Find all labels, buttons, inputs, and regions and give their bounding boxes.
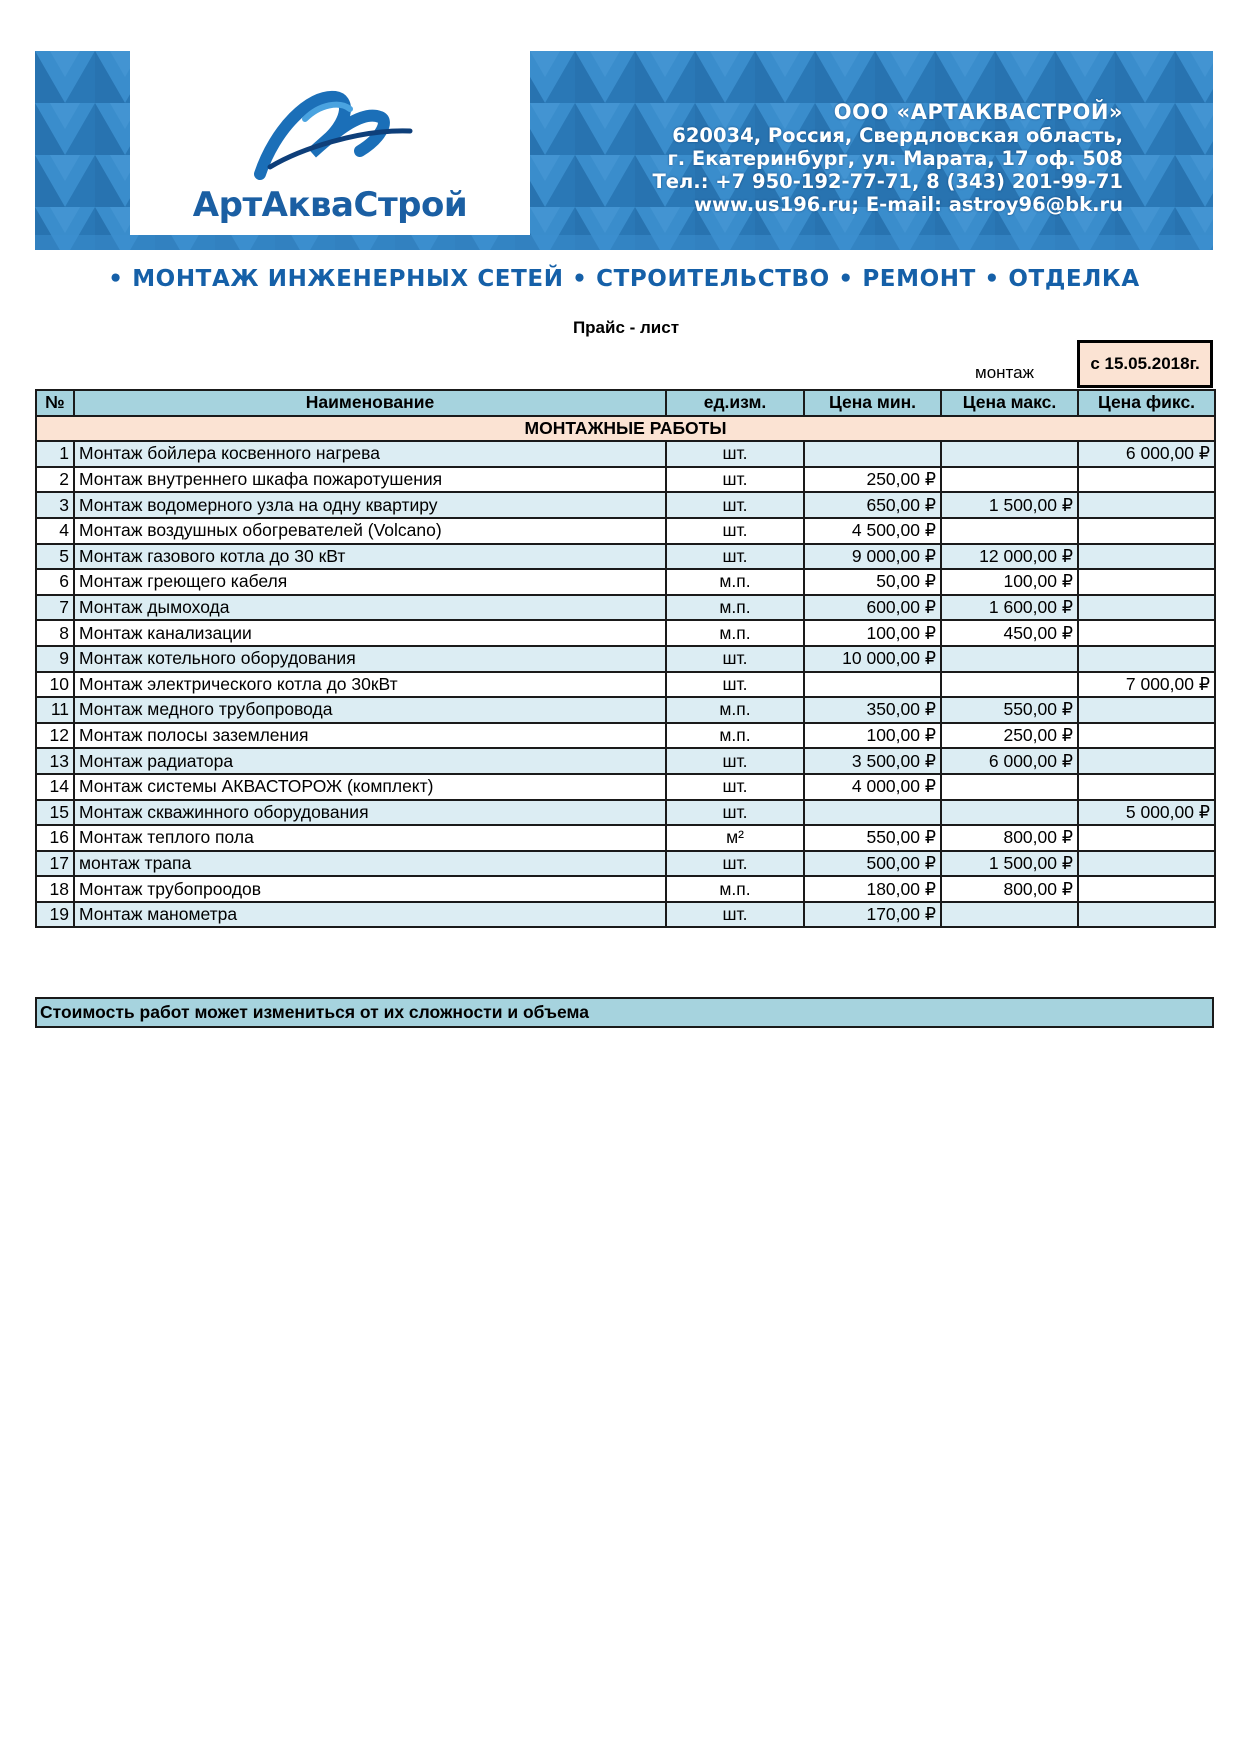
cell-name: Монтаж полосы заземления xyxy=(74,723,666,749)
address-line-2: г. Екатеринбург, ул. Марата, 17 оф. 508 xyxy=(667,147,1123,170)
company-info xyxy=(653,101,1124,216)
cell-number: 3 xyxy=(36,492,74,518)
cell-price-min: 9 000,00 ₽ xyxy=(804,544,941,570)
col-header-unit: ед.изм. xyxy=(666,390,804,416)
cell-unit: м.п. xyxy=(666,723,804,749)
cell-unit: шт. xyxy=(666,441,804,467)
table-row xyxy=(36,774,1215,800)
company-name: ООО «АРТАКВАСТРОЙ» xyxy=(833,100,1123,124)
cell-unit: м.п. xyxy=(666,595,804,621)
cell-price-max: 1 500,00 ₽ xyxy=(941,492,1078,518)
table-row xyxy=(36,646,1215,672)
col-header-number: № xyxy=(36,390,74,416)
cell-unit: шт. xyxy=(666,544,804,570)
table-row xyxy=(36,492,1215,518)
cell-unit: шт. xyxy=(666,774,804,800)
table-row xyxy=(36,441,1215,467)
cell-price-min: 550,00 ₽ xyxy=(804,825,941,851)
table-row xyxy=(36,467,1215,493)
header-banner xyxy=(35,51,1213,250)
cell-price-fix xyxy=(1078,902,1215,928)
cell-name: Монтаж воздушных обогревателей (Volcano) xyxy=(74,518,666,544)
cell-unit: м.п. xyxy=(666,569,804,595)
cell-name: Монтаж котельного оборудования xyxy=(74,646,666,672)
cell-name: Монтаж дымохода xyxy=(74,595,666,621)
cell-price-max xyxy=(941,467,1078,493)
cell-name: Монтаж манометра xyxy=(74,902,666,928)
cell-name: Монтаж трубопроодов xyxy=(74,876,666,902)
category-label: монтаж xyxy=(975,363,1034,382)
cell-unit: шт. xyxy=(666,800,804,826)
cell-price-fix xyxy=(1078,723,1215,749)
cell-name: Монтаж греющего кабеля xyxy=(74,569,666,595)
cell-number: 1 xyxy=(36,441,74,467)
cell-price-fix xyxy=(1078,492,1215,518)
cell-price-fix xyxy=(1078,518,1215,544)
cell-name: монтаж трапа xyxy=(74,851,666,877)
cell-price-max xyxy=(941,902,1078,928)
cell-price-max xyxy=(941,774,1078,800)
cell-price-max: 6 000,00 ₽ xyxy=(941,748,1078,774)
table-row xyxy=(36,748,1215,774)
phone-line: Тел.: +7 950-192-77-71, 8 (343) 201-99-71 xyxy=(652,170,1123,193)
cell-number: 19 xyxy=(36,902,74,928)
cell-price-fix xyxy=(1078,825,1215,851)
cell-price-min: 100,00 ₽ xyxy=(804,723,941,749)
table-row xyxy=(36,672,1215,698)
cell-price-max xyxy=(941,672,1078,698)
cell-price-fix: 5 000,00 ₽ xyxy=(1078,800,1215,826)
table-row xyxy=(36,825,1215,851)
cell-name: Монтаж скважинного оборудования xyxy=(74,800,666,826)
cell-price-min: 4 000,00 ₽ xyxy=(804,774,941,800)
table-row xyxy=(36,723,1215,749)
date-badge: с 15.05.2018г. xyxy=(1077,340,1213,388)
section-title: МОНТАЖНЫЕ РАБОТЫ xyxy=(36,416,1215,442)
cell-price-min: 10 000,00 ₽ xyxy=(804,646,941,672)
col-header-price-max: Цена макс. xyxy=(941,390,1078,416)
cell-number: 15 xyxy=(36,800,74,826)
cell-price-min: 3 500,00 ₽ xyxy=(804,748,941,774)
cell-price-max: 100,00 ₽ xyxy=(941,569,1078,595)
table-row xyxy=(36,800,1215,826)
cell-price-fix xyxy=(1078,774,1215,800)
cell-price-max xyxy=(941,646,1078,672)
cell-price-fix xyxy=(1078,467,1215,493)
cell-price-fix xyxy=(1078,851,1215,877)
cell-price-fix xyxy=(1078,697,1215,723)
table-row xyxy=(36,518,1215,544)
cell-name: Монтаж газового котла до 30 кВт xyxy=(74,544,666,570)
cell-unit: м.п. xyxy=(666,697,804,723)
cell-price-min: 4 500,00 ₽ xyxy=(804,518,941,544)
cell-unit: шт. xyxy=(666,902,804,928)
table-row xyxy=(36,851,1215,877)
cell-unit: шт. xyxy=(666,672,804,698)
cell-unit: шт. xyxy=(666,646,804,672)
cell-number: 5 xyxy=(36,544,74,570)
cell-price-max: 800,00 ₽ xyxy=(941,825,1078,851)
cell-number: 13 xyxy=(36,748,74,774)
table-row xyxy=(36,569,1215,595)
cell-unit: шт. xyxy=(666,851,804,877)
col-header-price-fix: Цена фикс. xyxy=(1078,390,1215,416)
cell-number: 17 xyxy=(36,851,74,877)
cell-price-min: 100,00 ₽ xyxy=(804,620,941,646)
cell-price-min xyxy=(804,441,941,467)
web-line: www.us196.ru; E-mail: astroy96@bk.ru xyxy=(693,193,1123,216)
cell-price-max: 450,00 ₽ xyxy=(941,620,1078,646)
table-row xyxy=(36,620,1215,646)
footer-note: Стоимость работ может измениться от их сложности и объема xyxy=(35,997,1214,1028)
logo-text: АртАкваСтрой xyxy=(192,185,468,225)
cell-price-max: 12 000,00 ₽ xyxy=(941,544,1078,570)
cell-price-max: 1 500,00 ₽ xyxy=(941,851,1078,877)
cell-price-fix: 7 000,00 ₽ xyxy=(1078,672,1215,698)
table-row xyxy=(36,697,1215,723)
cell-unit: шт. xyxy=(666,492,804,518)
cell-price-min xyxy=(804,672,941,698)
cell-unit: шт. xyxy=(666,748,804,774)
cell-number: 10 xyxy=(36,672,74,698)
address-line-1: 620034, Россия, Свердловская область, xyxy=(672,124,1123,147)
cell-unit: м² xyxy=(666,825,804,851)
cell-number: 18 xyxy=(36,876,74,902)
table-row xyxy=(36,544,1215,570)
cell-price-fix xyxy=(1078,748,1215,774)
cell-price-max xyxy=(941,441,1078,467)
cell-price-fix xyxy=(1078,876,1215,902)
cell-price-max: 800,00 ₽ xyxy=(941,876,1078,902)
table-row xyxy=(36,902,1215,928)
logo-icon xyxy=(240,89,420,184)
cell-price-max: 550,00 ₽ xyxy=(941,697,1078,723)
cell-price-max xyxy=(941,518,1078,544)
col-header-name: Наименование xyxy=(74,390,666,416)
cell-number: 16 xyxy=(36,825,74,851)
cell-price-min: 500,00 ₽ xyxy=(804,851,941,877)
cell-name: Монтаж системы АКВАСТОРОЖ (комплект) xyxy=(74,774,666,800)
cell-name: Монтаж внутреннего шкафа пожаротушения xyxy=(74,467,666,493)
page-title: Прайс - лист xyxy=(572,318,680,337)
cell-name: Монтаж бойлера косвенного нагрева xyxy=(74,441,666,467)
cell-price-min: 650,00 ₽ xyxy=(804,492,941,518)
cell-price-max: 1 600,00 ₽ xyxy=(941,595,1078,621)
table-header-row xyxy=(36,390,1215,416)
cell-name: Монтаж медного трубопровода xyxy=(74,697,666,723)
cell-unit: м.п. xyxy=(666,620,804,646)
cell-price-max xyxy=(941,800,1078,826)
table-row xyxy=(36,876,1215,902)
cell-price-min xyxy=(804,800,941,826)
cell-unit: шт. xyxy=(666,467,804,493)
cell-price-fix xyxy=(1078,620,1215,646)
cell-price-max: 250,00 ₽ xyxy=(941,723,1078,749)
col-header-price-min: Цена мин. xyxy=(804,390,941,416)
cell-number: 9 xyxy=(36,646,74,672)
cell-number: 11 xyxy=(36,697,74,723)
cell-number: 6 xyxy=(36,569,74,595)
cell-price-fix xyxy=(1078,595,1215,621)
cell-price-min: 250,00 ₽ xyxy=(804,467,941,493)
cell-number: 12 xyxy=(36,723,74,749)
cell-name: Монтаж канализации xyxy=(74,620,666,646)
cell-price-fix xyxy=(1078,569,1215,595)
cell-number: 14 xyxy=(36,774,74,800)
cell-unit: м.п. xyxy=(666,876,804,902)
cell-price-min: 170,00 ₽ xyxy=(804,902,941,928)
price-table xyxy=(35,389,1216,928)
table-row xyxy=(36,595,1215,621)
cell-name: Монтаж теплого пола xyxy=(74,825,666,851)
cell-name: Монтаж радиатора xyxy=(74,748,666,774)
slogan: • МОНТАЖ ИНЖЕНЕРНЫХ СЕТЕЙ • СТРОИТЕЛЬСТВО • РЕМОНТ • ОТДЕЛКА xyxy=(108,266,1140,292)
cell-price-fix: 6 000,00 ₽ xyxy=(1078,441,1215,467)
cell-price-min: 600,00 ₽ xyxy=(804,595,941,621)
cell-number: 2 xyxy=(36,467,74,493)
cell-name: Монтаж водомерного узла на одну квартиру xyxy=(74,492,666,518)
cell-price-fix xyxy=(1078,646,1215,672)
cell-unit: шт. xyxy=(666,518,804,544)
logo-panel xyxy=(130,51,530,235)
cell-price-fix xyxy=(1078,544,1215,570)
cell-name: Монтаж электрического котла до 30кВт xyxy=(74,672,666,698)
cell-number: 8 xyxy=(36,620,74,646)
cell-number: 7 xyxy=(36,595,74,621)
section-row xyxy=(36,416,1215,442)
cell-number: 4 xyxy=(36,518,74,544)
cell-price-min: 180,00 ₽ xyxy=(804,876,941,902)
cell-price-min: 50,00 ₽ xyxy=(804,569,941,595)
cell-price-min: 350,00 ₽ xyxy=(804,697,941,723)
